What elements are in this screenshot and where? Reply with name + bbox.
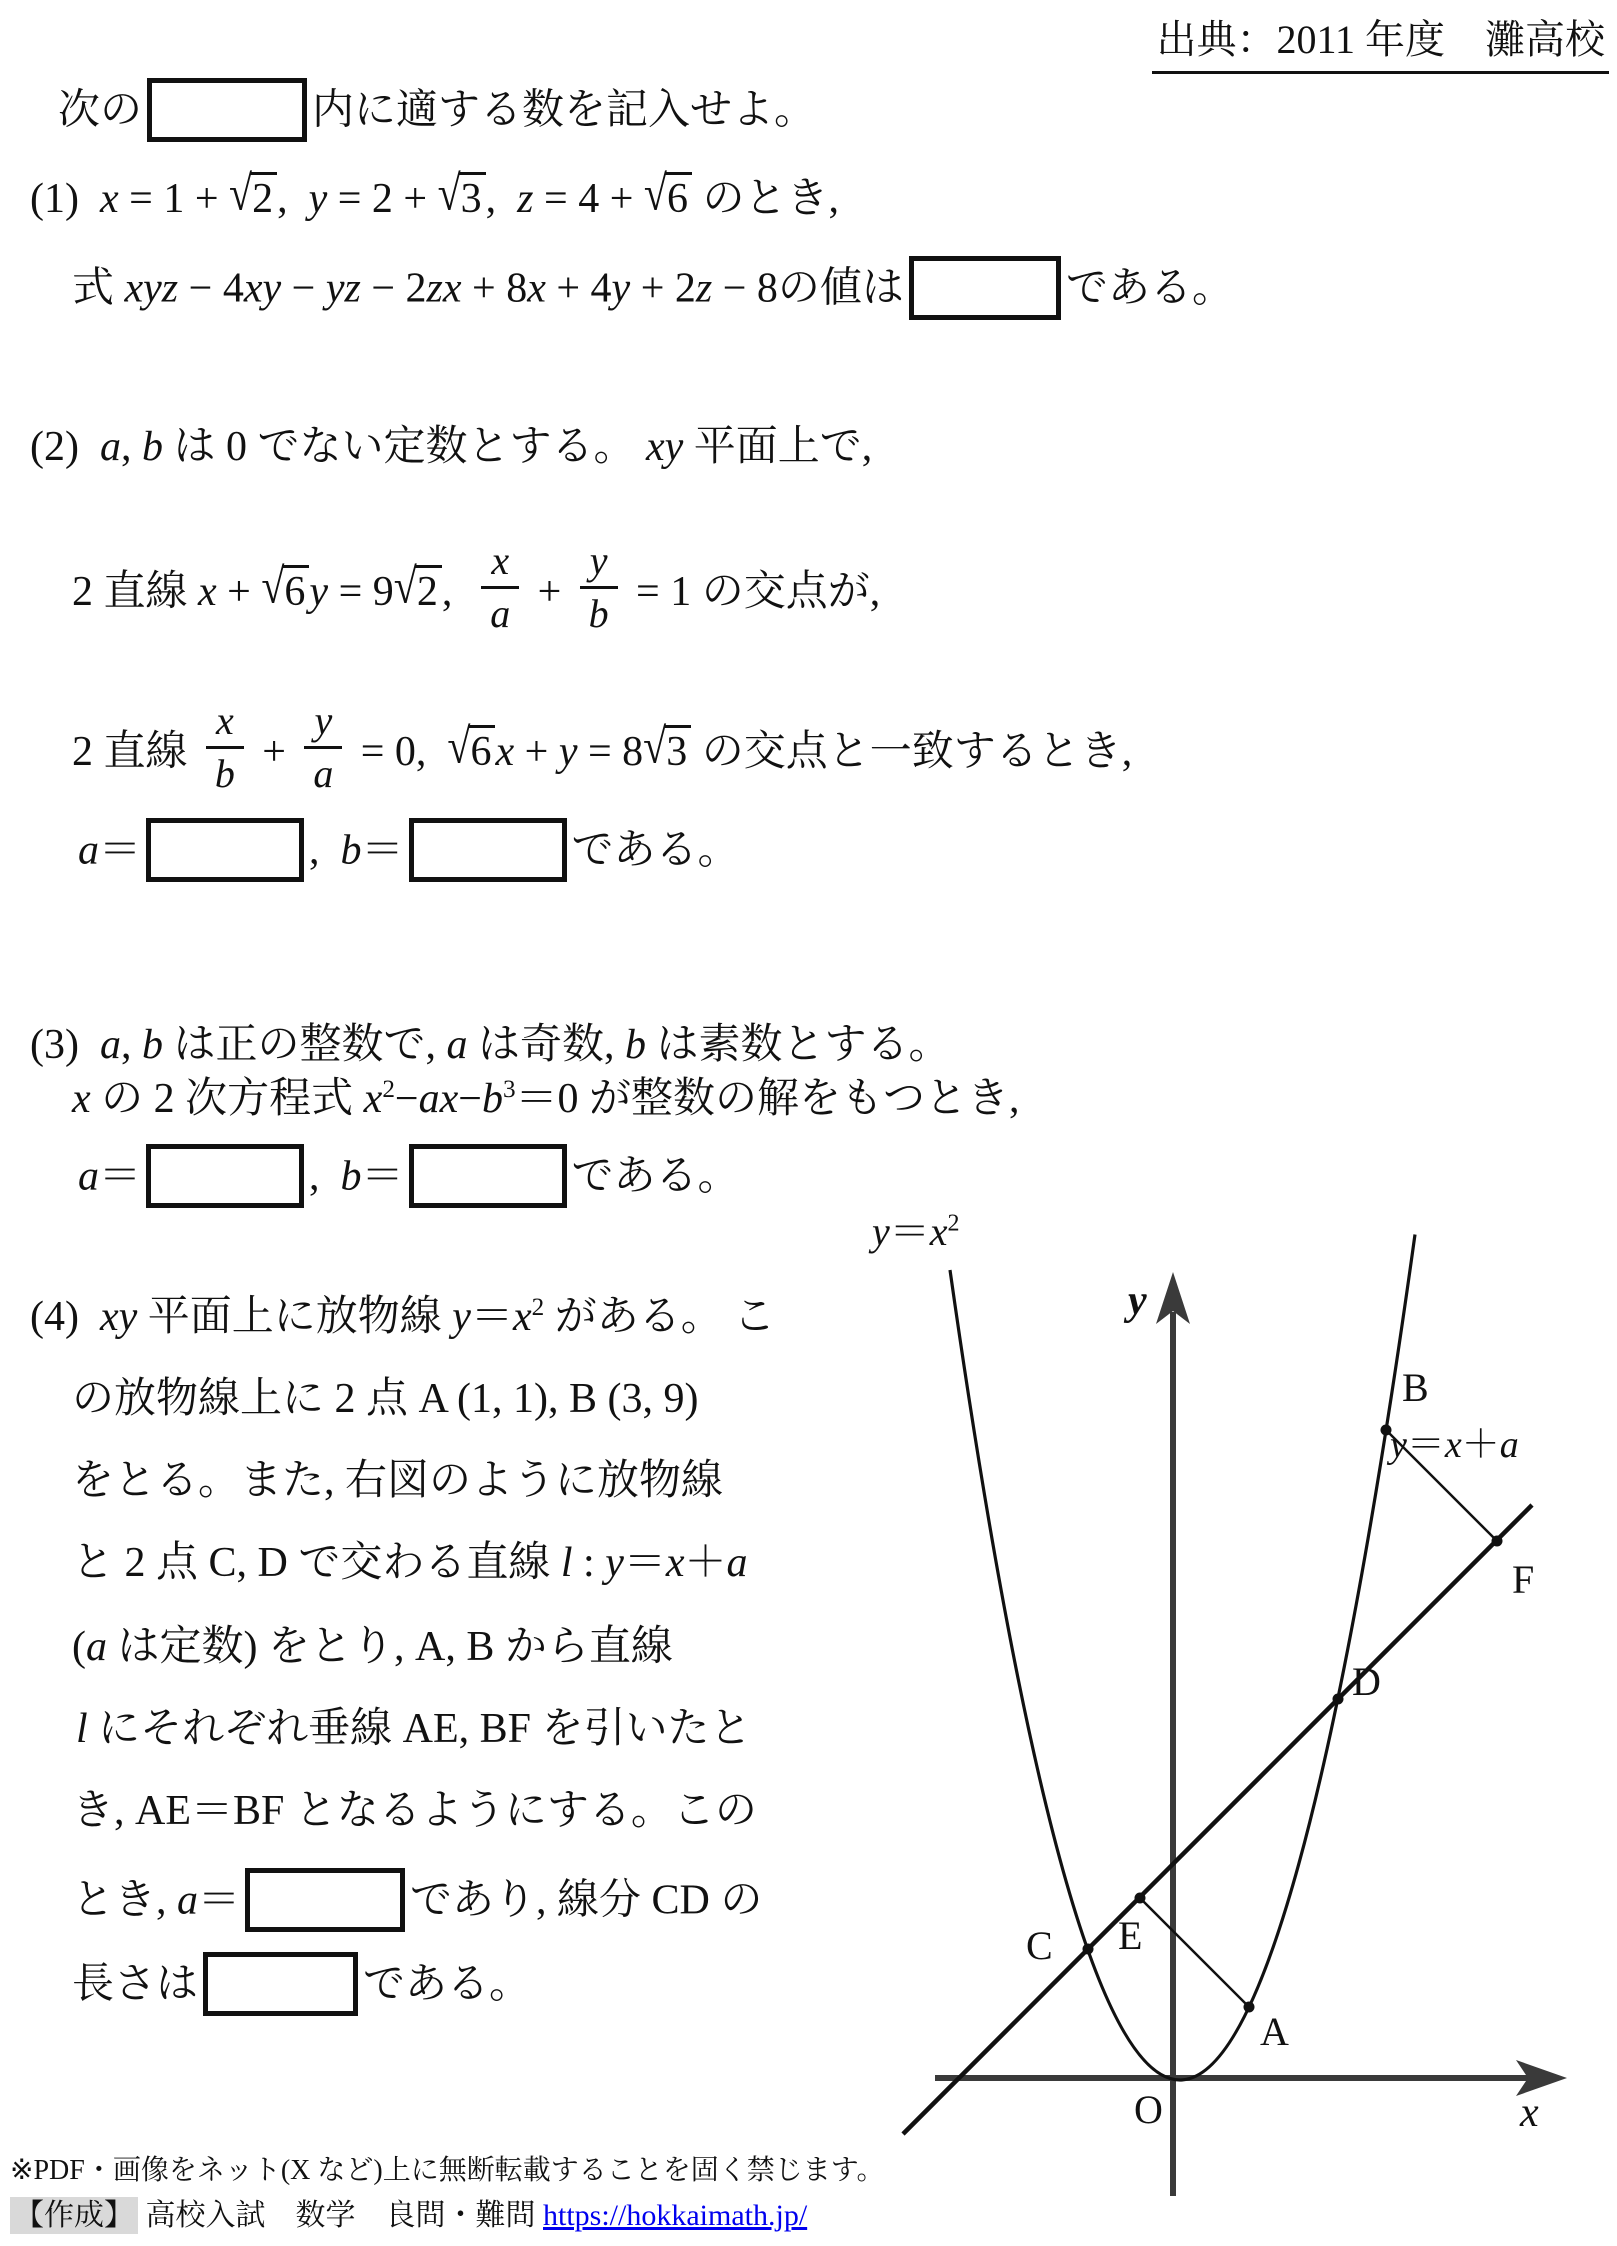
superscript: 2	[947, 1210, 960, 1237]
problem3-line2	[72, 1072, 1020, 1127]
text-run: = 1 の交点が,	[625, 569, 881, 616]
math-var: b	[625, 1022, 647, 1068]
math-var: x	[363, 1076, 383, 1122]
point-label-d: D	[1352, 1659, 1381, 1704]
fraction-numerator: x	[481, 540, 519, 589]
problem3-line1	[30, 1018, 951, 1073]
text-run: ＋	[684, 1540, 727, 1586]
text-run: (4)	[30, 1294, 100, 1340]
math-var: xy	[243, 265, 282, 312]
math-var: a	[446, 1022, 468, 1068]
text-run: ＝0 が整数の解をもつとき,	[515, 1076, 1020, 1122]
problem2-answer-line	[78, 822, 740, 886]
math-var: y	[309, 569, 329, 616]
intro-line	[58, 82, 816, 146]
sqrt-expression	[437, 166, 486, 222]
answer-box	[146, 1144, 304, 1208]
math-var: z	[517, 176, 534, 222]
text-run: 内に適する数を記入せよ。	[312, 87, 817, 134]
text-run: (2)	[30, 424, 100, 470]
radical-sign: √	[437, 166, 461, 222]
math-var: b	[141, 1022, 163, 1068]
math-var: b	[141, 424, 163, 470]
math-var: y	[872, 1209, 890, 1254]
superscript: 2	[382, 1076, 395, 1103]
fraction-denominator: b	[588, 591, 609, 636]
text-run: であり, 線分 CD の	[410, 1877, 763, 1924]
credit-line	[10, 2190, 807, 2234]
site-link[interactable]: https://hokkaimath.jp/	[543, 2199, 808, 2232]
text-run: である。	[363, 1961, 532, 2008]
text-run: ＝	[99, 1153, 142, 1200]
answer-box	[409, 818, 567, 882]
answer-box	[146, 818, 304, 882]
fraction-numerator: x	[206, 700, 244, 749]
text-run: −	[394, 1076, 419, 1122]
figure-graph	[860, 1190, 1617, 2200]
math-var: y	[1390, 1424, 1407, 1466]
problem1-line1	[30, 166, 839, 227]
text-run: ＝	[1406, 1424, 1445, 1466]
point-label-a: A	[1260, 2009, 1289, 2054]
answer-box	[409, 1144, 567, 1208]
segment-ae	[1140, 1898, 1249, 2007]
text-run: き, AE＝BF となるようにする。この	[72, 1788, 757, 1834]
text-run: ,	[120, 424, 142, 470]
text-run: は正の整数で,	[162, 1022, 447, 1068]
text-run: = 4 +	[533, 176, 644, 222]
source-header: 出典：2011 年度 灘高校	[1152, 8, 1609, 74]
problem4-line8	[72, 1872, 762, 1936]
math-var: xy	[99, 1294, 138, 1340]
text-run: (3)	[30, 1022, 100, 1068]
radical-sign: √	[229, 166, 253, 222]
sqrt-expression	[447, 720, 495, 776]
text-run: (	[72, 1624, 86, 1670]
problem2-line3	[72, 698, 1133, 803]
math-var: a	[99, 1022, 121, 1068]
point-label-e: E	[1118, 1913, 1143, 1958]
math-var: x	[1444, 1424, 1462, 1466]
text-run: ＝	[889, 1209, 930, 1254]
radical-sign: √	[261, 560, 285, 615]
text-run: ＝	[198, 1877, 241, 1924]
text-run: = 9	[328, 569, 394, 616]
radicand: 2	[250, 172, 277, 222]
math-var: zx	[426, 265, 462, 312]
fraction-numerator: y	[580, 540, 618, 589]
text-run: は定数) をとり, A, B から直線	[107, 1624, 673, 1670]
text-run: は素数とする。	[646, 1022, 951, 1068]
line-equation-label	[1390, 1426, 1519, 1464]
point-dot-e	[1135, 1893, 1146, 1904]
math-var: y	[452, 1294, 471, 1340]
text-run: 長さは	[72, 1961, 199, 2008]
math-var: x	[527, 265, 546, 312]
radical-sign: √	[643, 166, 667, 222]
credit-text: 高校入試 数学 良問・難問	[145, 2199, 536, 2232]
problem4-line7	[72, 1784, 757, 1839]
problem2-line2	[72, 538, 881, 643]
text-run: 2 直線	[72, 569, 199, 616]
text-run: = 2 +	[327, 176, 438, 222]
math-var: x	[512, 1294, 532, 1340]
text-run: ＝	[470, 1294, 513, 1340]
fraction	[206, 700, 244, 795]
math-var: x	[495, 729, 515, 776]
math-var: a	[177, 1877, 199, 1924]
text-run: にそれぞれ垂線 AE, BF を引いたと	[87, 1706, 752, 1752]
fraction	[304, 700, 342, 795]
sqrt-expression	[393, 560, 442, 616]
text-run: − 4	[178, 265, 244, 312]
text-run: +	[251, 729, 297, 776]
x-axis-label: x	[1520, 2090, 1539, 2136]
text-run: である。	[571, 1153, 740, 1200]
point-dot-c	[1083, 1944, 1094, 1955]
sqrt-expression	[229, 166, 277, 222]
text-run: = 1 +	[118, 176, 230, 222]
fraction	[481, 540, 519, 635]
answer-box	[245, 1868, 405, 1932]
math-var: a	[78, 1153, 99, 1200]
text-run: −	[281, 265, 326, 312]
sqrt-expression	[643, 720, 691, 776]
math-var: x	[99, 176, 119, 222]
point-label-b: B	[1402, 1365, 1429, 1410]
math-var: x	[72, 1076, 91, 1122]
problem2-line1	[30, 420, 872, 475]
sqrt-expression	[261, 560, 309, 616]
text-run: がある。 こ	[544, 1294, 776, 1340]
radicand: 6	[468, 725, 495, 775]
text-run: ＝	[623, 1540, 666, 1586]
text-run: ,	[485, 176, 518, 222]
text-run: − 2	[360, 265, 427, 312]
math-var: x	[665, 1540, 685, 1586]
superscript: 2	[531, 1294, 545, 1321]
text-run: +	[527, 569, 572, 616]
text-run: ＝	[99, 827, 142, 874]
answer-box	[909, 256, 1061, 320]
text-run: の 2 次方程式	[90, 1076, 364, 1122]
point-label-c: C	[1026, 1923, 1053, 1968]
math-var: y	[558, 729, 578, 776]
answer-box	[203, 1952, 358, 2016]
math-var: xyz	[124, 265, 179, 312]
answer-box	[147, 78, 307, 142]
text-run: は 0 でない定数とする。	[162, 424, 646, 470]
problem4-line5	[72, 1620, 673, 1675]
math-var: y	[605, 1540, 624, 1586]
text-run: ＝	[361, 1153, 404, 1200]
text-run: +	[216, 569, 262, 616]
text-run: 2 直線	[72, 729, 199, 776]
text-run: = 8	[577, 729, 644, 776]
text-run: の交点と一致するとき,	[691, 729, 1133, 776]
problem1-line2	[72, 260, 1234, 324]
fraction-denominator: a	[490, 591, 511, 636]
radicand: 2	[415, 565, 442, 615]
problem4-line3	[72, 1454, 723, 1509]
problem4-line4	[72, 1536, 748, 1591]
text-run: ,	[277, 176, 309, 222]
superscript: 3	[502, 1076, 516, 1103]
text-run: は奇数,	[467, 1022, 626, 1068]
copyright-notice: ※PDF・画像をネット(X など)上に無断転載することを固く禁じます。	[10, 2155, 885, 2186]
problem4-line2	[72, 1372, 698, 1427]
text-run: である。	[571, 827, 740, 874]
text-run: +	[514, 729, 559, 776]
point-dot-f	[1492, 1536, 1503, 1547]
text-run: をとる。また, 右図のように放物線	[72, 1458, 724, 1504]
math-var: a	[86, 1624, 107, 1670]
radicand: 3	[664, 725, 691, 775]
problem3-answer-line	[78, 1148, 740, 1212]
text-run: + 4	[545, 265, 612, 312]
radicand: 6	[665, 172, 692, 222]
text-run: 平面上に放物線	[137, 1294, 453, 1340]
text-run: :	[572, 1540, 606, 1586]
text-run: 次の	[58, 87, 143, 134]
point-dot-d	[1333, 1694, 1344, 1705]
radical-sign: √	[393, 560, 417, 615]
radical-sign: √	[447, 720, 471, 775]
text-run: のとき,	[691, 176, 839, 222]
text-run: + 2	[630, 265, 696, 312]
math-var: a	[726, 1540, 748, 1586]
math-var: ax	[418, 1076, 459, 1122]
text-run: ,	[120, 1022, 142, 1068]
math-var: a	[99, 424, 121, 470]
radical-sign: √	[643, 720, 667, 775]
math-var: y	[308, 176, 328, 222]
text-run: −	[458, 1076, 482, 1122]
math-var: y	[611, 265, 631, 312]
math-var: a	[78, 827, 99, 874]
origin-label: O	[1134, 2087, 1163, 2132]
problem4-line9	[72, 1956, 531, 2020]
text-run: 平面上で,	[683, 424, 873, 470]
line-l	[903, 1505, 1535, 2134]
text-run: 式	[72, 265, 125, 312]
math-var: b	[340, 1153, 362, 1200]
text-run: である。	[1065, 265, 1234, 312]
text-run: ＝	[361, 827, 404, 874]
text-run: の放物線上に 2 点 A (1, 1), B (3, 9)	[72, 1376, 699, 1422]
math-var: yz	[325, 265, 361, 312]
text-run: ,	[309, 827, 341, 874]
fraction	[580, 540, 618, 635]
math-var: xy	[646, 424, 684, 470]
text-run: ,	[309, 1153, 341, 1200]
text-run: とき,	[72, 1877, 178, 1924]
math-var: a	[1499, 1424, 1519, 1466]
problem4-line1	[30, 1290, 775, 1345]
fraction-denominator: b	[214, 751, 235, 796]
credit-badge: 【作成】	[10, 2197, 138, 2234]
fraction-numerator: y	[304, 700, 342, 749]
text-run: と 2 点 C, D で交わる直線	[72, 1540, 561, 1586]
sqrt-expression	[643, 166, 692, 222]
math-var: b	[340, 827, 362, 874]
problem4-line6	[76, 1702, 752, 1757]
point-label-f: F	[1512, 1557, 1535, 1602]
math-var: x	[929, 1209, 948, 1254]
math-var: x	[198, 569, 217, 616]
math-var: l	[76, 1706, 88, 1752]
parabola-equation-label	[872, 1209, 960, 1254]
text-run: + 8	[461, 265, 528, 312]
text-run: ＋	[1461, 1424, 1500, 1466]
math-var: z	[695, 265, 713, 312]
parabola-curve	[950, 1235, 1415, 2080]
text-run: = 0,	[350, 729, 448, 776]
text-run: ,	[441, 569, 474, 616]
text-run: − 8の値は	[712, 265, 904, 312]
y-axis-label: y	[1128, 1278, 1147, 1324]
point-dot-a	[1244, 2002, 1255, 2013]
text-run: (1)	[30, 176, 100, 222]
fraction-denominator: a	[313, 751, 334, 796]
radicand: 3	[459, 172, 486, 222]
math-var: l	[560, 1540, 573, 1586]
math-var: b	[481, 1076, 503, 1122]
radicand: 6	[282, 565, 309, 615]
